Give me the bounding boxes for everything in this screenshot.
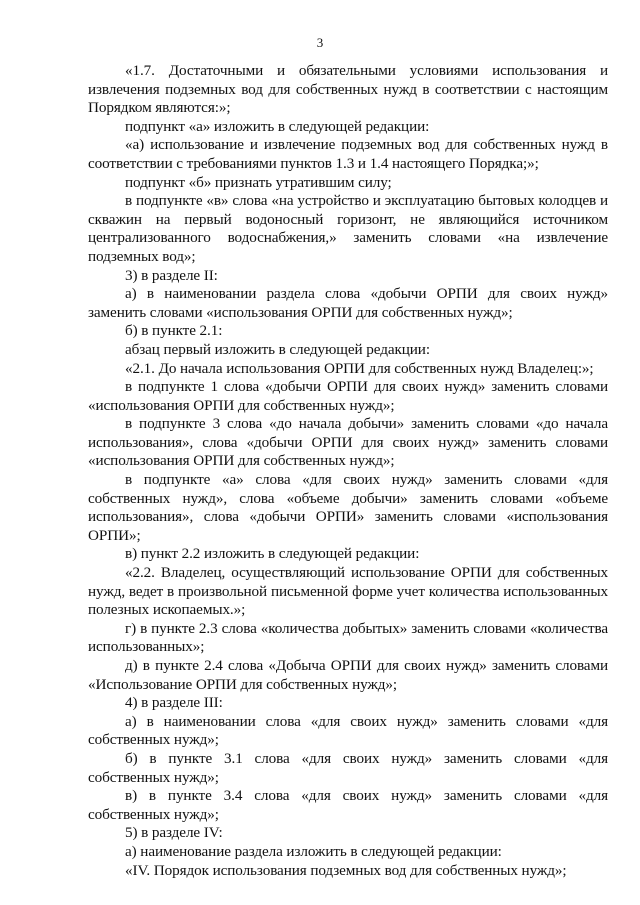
paragraph-point-3-4: в) в пункте 3.4 слова «для своих нужд» заменить словами «для собственных нужд»; [88, 787, 608, 823]
paragraph-point-2-2: в) пункт 2.2 изложить в следующей редакции: [125, 545, 420, 563]
paragraph-subitem-1: в подпункте 1 слова «добычи ОРПИ для своих нужд» заменить словами «использования ОРПИ для собственных нужд»; [88, 378, 608, 414]
paragraph-subitem-a-heading: подпункт «а» изложить в следующей редакции: [125, 117, 430, 135]
paragraph-subitem-b: подпункт «б» признать утратившим силу; [125, 173, 392, 191]
paragraph-section-2-title: а) в наименовании раздела слова «добычи ОРПИ для своих нужд» заменить словами «использования ОРПИ для собственных нужд»; [88, 285, 608, 321]
page-number: 3 [316, 35, 324, 50]
paragraph-section-4-title-heading: а) наименование раздела изложить в следующей редакции: [125, 842, 502, 860]
paragraph-first-abzats: абзац первый изложить в следующей редакции: [125, 340, 430, 358]
paragraph-section-2: 3) в разделе II: [125, 266, 218, 284]
paragraph-section-3-title: а) в наименовании слова «для своих нужд» заменить словами «для собственных нужд»; [88, 712, 608, 749]
paragraph-subitem-a-words: в подпункте «а» слова «для своих нужд» заменить словами «для собственных нужд», слова «объеме добычи» заменить словами «объеме использования», слова «добычи ОРПИ» заменить словами «использования ОРПИ»; [88, 471, 608, 544]
paragraph-2-1-text: «2.1. До начала использования ОРПИ для собственных нужд Владелец:»; [125, 359, 594, 377]
paragraph-subitem-v: в подпункте «в» слова «на устройство и эксплуатацию бытовых колодцев и скважин на первый водоносный горизонт, не являющийся источником централизованного водоснабжения,» заменить словами «на извлечение подземных вод»; [88, 192, 608, 265]
paragraph-point-2-4: д) в пункте 2.4 слова «Добыча ОРПИ для своих нужд» заменить словами «Использование ОРПИ для собственных нужд»; [88, 657, 608, 693]
paragraph-2-2-text: «2.2. Владелец, осуществляющий использование ОРПИ для собственных нужд, ведет в произвольной письменной форме учет количества использованных полезных ископаемых.»; [88, 564, 608, 619]
paragraph-subitem-a-text: «а) использование и извлечение подземных вод для собственных нужд в соответствии с требованиями пунктов 1.3 и 1.4 настоящего Порядка;»; [88, 136, 608, 172]
paragraph-point-2-3: г) в пункте 2.3 слова «количества добытых» заменить словами «количества использованных»; [88, 619, 608, 656]
paragraph-1-7-conditions: «1.7. Достаточными и обязательными условиями использования и извлечения подземных вод для собственных нужд в соответствии с настоящим Порядком являются:»; [88, 62, 608, 117]
paragraph-section-4: 5) в разделе IV: [125, 824, 223, 842]
paragraph-point-2-1: б) в пункте 2.1: [125, 322, 223, 340]
paragraph-section-4-title-text: «IV. Порядок использования подземных вод для собственных нужд»; [125, 861, 567, 879]
document-body [88, 62, 608, 880]
paragraph-section-3: 4) в разделе III: [125, 694, 223, 712]
paragraph-subitem-3: в подпункте 3 слова «до начала добычи» заменить словами «до начала использования», слова «добычи ОРПИ для своих нужд» заменить словами «использования ОРПИ для собственных нужд»; [88, 415, 608, 470]
paragraph-point-3-1: б) в пункте 3.1 слова «для своих нужд» заменить словами «для собственных нужд»; [88, 749, 608, 786]
